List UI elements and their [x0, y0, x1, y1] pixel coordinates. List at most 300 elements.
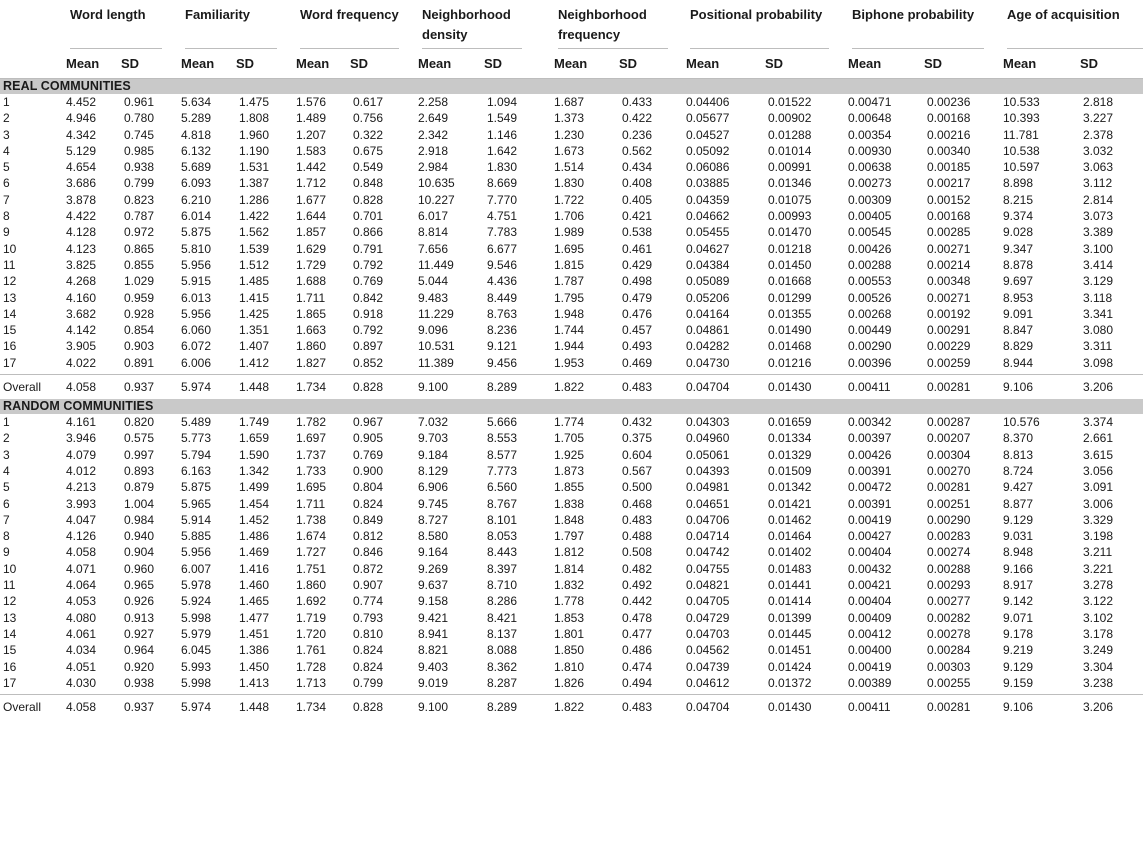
table-cell: 9.158 — [418, 594, 449, 609]
table-cell: 0.00274 — [927, 545, 971, 560]
table-cell: 7.770 — [487, 192, 518, 207]
table-cell: 0.00216 — [927, 127, 971, 142]
table-cell: 4.160 — [66, 290, 97, 305]
table-cell: 0.905 — [353, 431, 384, 446]
table-cell: 8.286 — [487, 594, 518, 609]
table-cell: 1.960 — [239, 127, 270, 142]
table-cell: 8.814 — [418, 225, 449, 240]
row-label: 11 — [3, 578, 16, 593]
table-cell: 10.597 — [1003, 160, 1040, 175]
table-cell: 0.01421 — [768, 496, 812, 511]
row-label: 17 — [3, 675, 17, 690]
table-cell: 0.820 — [124, 415, 155, 430]
table-cell: 0.00545 — [848, 225, 892, 240]
table-cell: 0.799 — [124, 176, 155, 191]
table-cell: 0.00290 — [848, 339, 892, 354]
overall-cell: 0.00281 — [924, 695, 1000, 720]
table-cell: 0.965 — [124, 578, 155, 593]
mean-subheader: Mean — [63, 49, 121, 79]
table-cell: 7.656 — [418, 241, 449, 256]
table-cell: 8.898 — [1003, 176, 1034, 191]
table-cell: 0.01216 — [768, 355, 812, 370]
section-title: RANDOM COMMUNITIES — [0, 399, 1143, 414]
overall-cell: 1.448 — [236, 375, 293, 400]
table-cell: 2.918 — [418, 143, 449, 158]
table-cell: 3.993 — [66, 496, 97, 511]
table-cell: 0.04359 — [686, 192, 730, 207]
table-cell: 9.456 — [487, 355, 518, 370]
overall-cell: 4.058 — [63, 375, 121, 400]
table-cell: 6.072 — [181, 339, 212, 354]
table-cell: 0.00412 — [848, 626, 892, 641]
row-label: 13 — [3, 610, 17, 625]
table-cell: 9.159 — [1003, 675, 1034, 690]
table-cell: 9.178 — [1003, 626, 1034, 641]
table-cell: 0.04303 — [686, 415, 730, 430]
table-cell: 4.022 — [66, 355, 97, 370]
mean-subheader: Mean — [178, 49, 236, 79]
table-cell: 1.944 — [554, 339, 585, 354]
table-cell: 1.576 — [296, 95, 327, 109]
table-row — [0, 414, 1143, 430]
table-cell: 4.452 — [66, 95, 97, 109]
table-cell: 4.061 — [66, 626, 97, 641]
table-cell: 10.576 — [1003, 415, 1040, 430]
table-cell: 3.198 — [1083, 529, 1114, 544]
table-cell: 0.236 — [622, 127, 653, 142]
table-cell: 4.123 — [66, 241, 97, 256]
table-cell: 1.801 — [554, 626, 585, 641]
table-cell: 0.461 — [622, 241, 653, 256]
table-cell: 3.374 — [1083, 415, 1114, 430]
mean-subheader: Mean — [845, 49, 924, 79]
table-cell: 3.211 — [1083, 545, 1113, 560]
overall-cell: 1.822 — [551, 695, 619, 720]
table-cell: 0.04730 — [686, 355, 730, 370]
table-cell: 1.562 — [239, 225, 270, 240]
table-cell: 0.920 — [124, 659, 155, 674]
table-cell: 6.013 — [181, 290, 212, 305]
table-cell: 4.012 — [66, 463, 97, 478]
table-cell: 1.475 — [239, 95, 270, 109]
table-body — [0, 79, 1143, 720]
table-cell: 0.00405 — [848, 209, 892, 224]
table-cell: 0.904 — [124, 545, 155, 560]
row-label: 12 — [3, 594, 17, 609]
table-cell: 0.780 — [124, 111, 155, 126]
table-cell: 3.341 — [1083, 306, 1114, 321]
table-cell: 3.122 — [1083, 594, 1114, 609]
table-cell: 6.093 — [181, 176, 212, 191]
table-cell: 0.985 — [124, 143, 155, 158]
table-cell: 4.268 — [66, 274, 97, 289]
mean-sd-header-row — [0, 49, 1143, 79]
table-cell: 0.05677 — [686, 111, 730, 126]
table-cell: 0.938 — [124, 160, 155, 175]
table-cell: 4.058 — [66, 545, 97, 560]
table-cell: 3.686 — [66, 176, 97, 191]
table-cell: 0.00277 — [927, 594, 971, 609]
table-cell: 1.485 — [239, 274, 270, 289]
table-cell: 3.056 — [1083, 463, 1114, 478]
table-cell: 0.01451 — [768, 643, 812, 658]
table-cell: 1.460 — [239, 578, 270, 593]
table-cell: 1.832 — [554, 578, 585, 593]
table-cell: 0.01414 — [768, 594, 812, 609]
table-cell: 9.546 — [487, 257, 518, 272]
table-cell: 0.972 — [124, 225, 155, 240]
table-cell: 5.875 — [181, 225, 212, 240]
table-cell: 10.531 — [418, 339, 455, 354]
table-row — [0, 659, 1143, 675]
overall-cell: 0.828 — [350, 695, 415, 720]
overall-cell: 8.289 — [484, 375, 551, 400]
table-cell: 1.659 — [239, 431, 270, 446]
table-cell: 4.034 — [66, 643, 97, 658]
table-cell: 0.433 — [622, 95, 653, 109]
table-cell: 0.00255 — [927, 675, 971, 690]
table-row — [0, 110, 1143, 126]
table-cell: 0.478 — [622, 610, 653, 625]
table-cell: 1.442 — [296, 160, 327, 175]
table-cell: 0.04527 — [686, 127, 730, 142]
table-cell: 3.073 — [1083, 209, 1114, 224]
table-cell: 0.01462 — [768, 512, 812, 527]
table-cell: 0.01399 — [768, 610, 812, 625]
table-cell: 8.710 — [487, 578, 518, 593]
row-label: 6 — [3, 496, 10, 511]
table-cell: 0.04821 — [686, 578, 730, 593]
table-cell: 2.342 — [418, 127, 449, 142]
table-cell: 0.322 — [353, 127, 384, 142]
table-cell: 8.101 — [487, 512, 518, 527]
table-cell: 0.810 — [353, 626, 384, 641]
overall-row — [0, 375, 1143, 400]
section-header-row — [0, 79, 1143, 95]
table-cell: 1.857 — [296, 225, 327, 240]
sd-subheader: SD — [619, 49, 683, 79]
row-label: 8 — [3, 209, 10, 224]
row-label: 16 — [3, 659, 17, 674]
table-cell: 9.121 — [487, 339, 518, 354]
table-cell: 0.00283 — [927, 529, 971, 544]
column-header-neighborhood-frequency — [551, 0, 683, 49]
table-cell: 0.00472 — [848, 480, 892, 495]
row-label: 9 — [3, 225, 10, 240]
table-cell: 0.787 — [124, 209, 155, 224]
table-cell: 8.137 — [487, 626, 518, 641]
table-cell: 3.238 — [1083, 675, 1114, 690]
table-cell: 0.00251 — [927, 496, 971, 511]
table-cell: 8.236 — [487, 323, 518, 338]
table-cell: 0.04960 — [686, 431, 730, 446]
table-cell: 8.767 — [487, 496, 518, 511]
column-header-label: Neighborhood frequency — [558, 5, 668, 49]
table-cell: 1.706 — [554, 209, 585, 224]
table-cell: 1.674 — [296, 529, 327, 544]
table-cell: 0.04739 — [686, 659, 730, 674]
table-cell: 6.906 — [418, 480, 449, 495]
overall-cell: 0.828 — [350, 375, 415, 400]
table-cell: 1.531 — [239, 160, 270, 175]
table-cell: 1.778 — [554, 594, 585, 609]
table-cell: 1.989 — [554, 225, 585, 240]
overall-cell: 8.289 — [484, 695, 551, 720]
table-cell: 1.826 — [554, 675, 585, 690]
table-cell: 3.112 — [1083, 176, 1113, 191]
table-cell: 0.897 — [353, 339, 384, 354]
label-subheader — [0, 49, 63, 79]
table-cell: 0.961 — [124, 95, 155, 109]
table-cell: 4.128 — [66, 225, 97, 240]
overall-cell: 1.734 — [293, 695, 350, 720]
table-cell: 3.414 — [1083, 257, 1114, 272]
table-cell: 1.925 — [554, 447, 585, 462]
table-cell: 1.286 — [239, 192, 270, 207]
table-cell: 6.210 — [181, 192, 212, 207]
table-cell: 0.900 — [353, 463, 384, 478]
table-cell: 0.00271 — [927, 290, 971, 305]
table-cell: 2.661 — [1083, 431, 1114, 446]
table-cell: 3.063 — [1083, 160, 1114, 175]
table-cell: 0.00273 — [848, 176, 892, 191]
row-label: 2 — [3, 431, 10, 446]
table-cell: 0.549 — [353, 160, 384, 175]
table-cell: 1.677 — [296, 192, 327, 207]
table-cell: 1.207 — [296, 127, 327, 142]
table-cell: 0.866 — [353, 225, 384, 240]
table-cell: 6.017 — [418, 209, 449, 224]
table-cell: 0.824 — [353, 496, 384, 511]
table-cell: 3.080 — [1083, 323, 1114, 338]
table-cell: 9.129 — [1003, 659, 1034, 674]
table-cell: 0.00426 — [848, 447, 892, 462]
row-label: 7 — [3, 512, 10, 527]
table-cell: 0.482 — [622, 561, 653, 576]
table-cell: 0.918 — [353, 306, 384, 321]
table-cell: 0.01346 — [768, 176, 812, 191]
table-cell: 1.413 — [239, 675, 270, 690]
table-cell: 4.161 — [66, 415, 97, 430]
table-cell: 3.311 — [1083, 339, 1113, 354]
table-cell: 0.00432 — [848, 561, 892, 576]
table-cell: 5.965 — [181, 496, 212, 511]
table-cell: 1.673 — [554, 143, 585, 158]
table-cell: 5.956 — [181, 306, 212, 321]
table-cell: 0.00278 — [927, 626, 971, 641]
row-label: 7 — [3, 192, 10, 207]
table-cell: 3.118 — [1083, 290, 1113, 305]
column-header-word-length — [63, 0, 178, 49]
table-cell: 5.689 — [181, 160, 212, 175]
table-cell: 0.05061 — [686, 447, 730, 462]
table-cell: 1.711 — [296, 290, 326, 305]
table-cell: 9.091 — [1003, 306, 1034, 321]
table-row — [0, 430, 1143, 446]
table-cell: 0.00271 — [927, 241, 971, 256]
row-label: 12 — [3, 274, 17, 289]
row-label: 14 — [3, 626, 17, 641]
table-cell: 8.727 — [418, 512, 449, 527]
table-cell: 0.879 — [124, 480, 155, 495]
table-cell: 0.00288 — [848, 257, 892, 272]
table-cell: 1.422 — [239, 209, 270, 224]
table-cell: 9.071 — [1003, 610, 1034, 625]
column-header-label: Positional probability — [690, 5, 829, 49]
table-cell: 4.213 — [66, 480, 97, 495]
table-cell: 0.00168 — [927, 111, 971, 126]
table-cell: 0.567 — [622, 463, 653, 478]
table-cell: 0.00421 — [848, 578, 892, 593]
table-cell: 9.184 — [418, 447, 449, 462]
table-cell: 6.006 — [181, 355, 212, 370]
table-cell: 0.842 — [353, 290, 384, 305]
table-cell: 0.04612 — [686, 675, 730, 690]
table-cell: 5.810 — [181, 241, 212, 256]
table-cell: 1.477 — [239, 610, 270, 625]
table-cell: 0.00340 — [927, 143, 971, 158]
table-cell: 9.129 — [1003, 512, 1034, 527]
table-cell: 9.166 — [1003, 561, 1034, 576]
table-cell: 8.129 — [418, 463, 449, 478]
table-cell: 0.00902 — [768, 111, 812, 126]
table-cell: 0.01288 — [768, 127, 812, 142]
table-cell: 9.269 — [418, 561, 449, 576]
table-cell: 1.830 — [554, 176, 585, 191]
table-cell: 11.781 — [1003, 127, 1039, 142]
row-label: 2 — [3, 111, 10, 126]
table-cell: 1.590 — [239, 447, 270, 462]
table-cell: 1.146 — [487, 127, 518, 142]
table-cell: 0.00214 — [927, 257, 971, 272]
table-cell: 1.695 — [554, 241, 585, 256]
table-cell: 0.04393 — [686, 463, 730, 478]
table-cell: 0.617 — [353, 95, 384, 109]
table-cell: 0.500 — [622, 480, 653, 495]
table-cell: 1.722 — [554, 192, 585, 207]
table-cell: 0.00207 — [927, 431, 971, 446]
table-cell: 8.948 — [1003, 545, 1034, 560]
table-cell: 0.893 — [124, 463, 155, 478]
row-label: 14 — [3, 306, 17, 321]
row-label: 15 — [3, 643, 17, 658]
table-cell: 1.860 — [296, 339, 327, 354]
table-cell: 1.663 — [296, 323, 327, 338]
table-cell: 0.00648 — [848, 111, 892, 126]
table-cell: 1.094 — [487, 95, 518, 109]
table-cell: 1.795 — [554, 290, 585, 305]
table-cell: 0.421 — [622, 209, 653, 224]
table-cell: 0.675 — [353, 143, 384, 158]
table-cell: 1.642 — [487, 143, 518, 158]
column-header-label: Word frequency — [300, 5, 399, 49]
table-cell: 4.142 — [66, 323, 97, 338]
table-cell: 0.477 — [622, 626, 653, 641]
table-cell: 0.04714 — [686, 529, 730, 544]
row-label: 6 — [3, 176, 10, 191]
table-cell: 2.814 — [1083, 192, 1114, 207]
table-cell: 4.080 — [66, 610, 97, 625]
table-cell: 0.00236 — [927, 95, 971, 109]
table-cell: 6.560 — [487, 480, 518, 495]
table-cell: 1.720 — [296, 626, 327, 641]
table-cell: 9.421 — [418, 610, 449, 625]
table-cell: 0.04706 — [686, 512, 730, 527]
table-cell: 3.329 — [1083, 512, 1114, 527]
overall-cell: 0.937 — [121, 695, 178, 720]
table-cell: 8.443 — [487, 545, 518, 560]
table-row — [0, 528, 1143, 544]
overall-cell: 0.01430 — [765, 695, 845, 720]
table-cell: 0.01299 — [768, 290, 812, 305]
table-cell: 0.769 — [353, 447, 384, 462]
table-cell: 9.347 — [1003, 241, 1034, 256]
overall-cell: 1.734 — [293, 375, 350, 400]
table-cell: 1.412 — [239, 355, 270, 370]
table-cell: 5.129 — [66, 143, 97, 158]
table-cell: 3.102 — [1083, 610, 1114, 625]
table-cell: 0.488 — [622, 529, 653, 544]
table-cell: 0.05089 — [686, 274, 730, 289]
overall-cell: 5.974 — [178, 375, 236, 400]
column-header-biphone-probability — [845, 0, 1000, 49]
table-cell: 0.04627 — [686, 241, 730, 256]
table-row — [0, 257, 1143, 273]
table-cell: 0.01342 — [768, 480, 812, 495]
table-cell: 5.978 — [181, 578, 212, 593]
table-cell: 7.783 — [487, 225, 518, 240]
table-cell: 0.824 — [353, 659, 384, 674]
table-cell: 8.941 — [418, 626, 449, 641]
table-cell: 5.044 — [418, 274, 449, 289]
table-cell: 0.828 — [353, 192, 384, 207]
table-cell: 0.01075 — [768, 192, 812, 207]
table-cell: 0.538 — [622, 225, 653, 240]
table-cell: 0.00391 — [848, 496, 892, 511]
table-cell: 0.823 — [124, 192, 155, 207]
table-cell: 0.03885 — [686, 176, 730, 191]
table-cell: 1.695 — [296, 480, 327, 495]
table-cell: 0.00354 — [848, 127, 892, 142]
table-cell: 0.00303 — [927, 659, 971, 674]
table-cell: 6.060 — [181, 323, 212, 338]
table-cell: 5.915 — [181, 274, 212, 289]
table-cell: 0.04406 — [686, 95, 730, 109]
table-cell: 10.393 — [1003, 111, 1040, 126]
label-column-header — [0, 0, 63, 49]
table-cell: 0.00404 — [848, 594, 892, 609]
table-cell: 0.849 — [353, 512, 384, 527]
table-cell: 5.666 — [487, 415, 518, 430]
table-cell: 1.808 — [239, 111, 270, 126]
table-cell: 1.729 — [296, 257, 327, 272]
table-cell: 0.00991 — [768, 160, 812, 175]
row-label: 13 — [3, 290, 17, 305]
table-cell: 8.847 — [1003, 323, 1034, 338]
table-cell: 1.387 — [239, 176, 270, 191]
table-cell: 3.278 — [1083, 578, 1114, 593]
table-cell: 8.088 — [487, 643, 518, 658]
table-row — [0, 192, 1143, 208]
table-cell: 0.824 — [353, 643, 384, 658]
table-cell: 3.091 — [1083, 480, 1114, 495]
table-cell: 0.01468 — [768, 339, 812, 354]
table-cell: 0.01014 — [768, 143, 812, 158]
table-cell: 9.697 — [1003, 274, 1034, 289]
table-cell: 0.00185 — [927, 160, 971, 175]
table-cell: 9.164 — [418, 545, 449, 560]
table-cell: 0.00400 — [848, 643, 892, 658]
